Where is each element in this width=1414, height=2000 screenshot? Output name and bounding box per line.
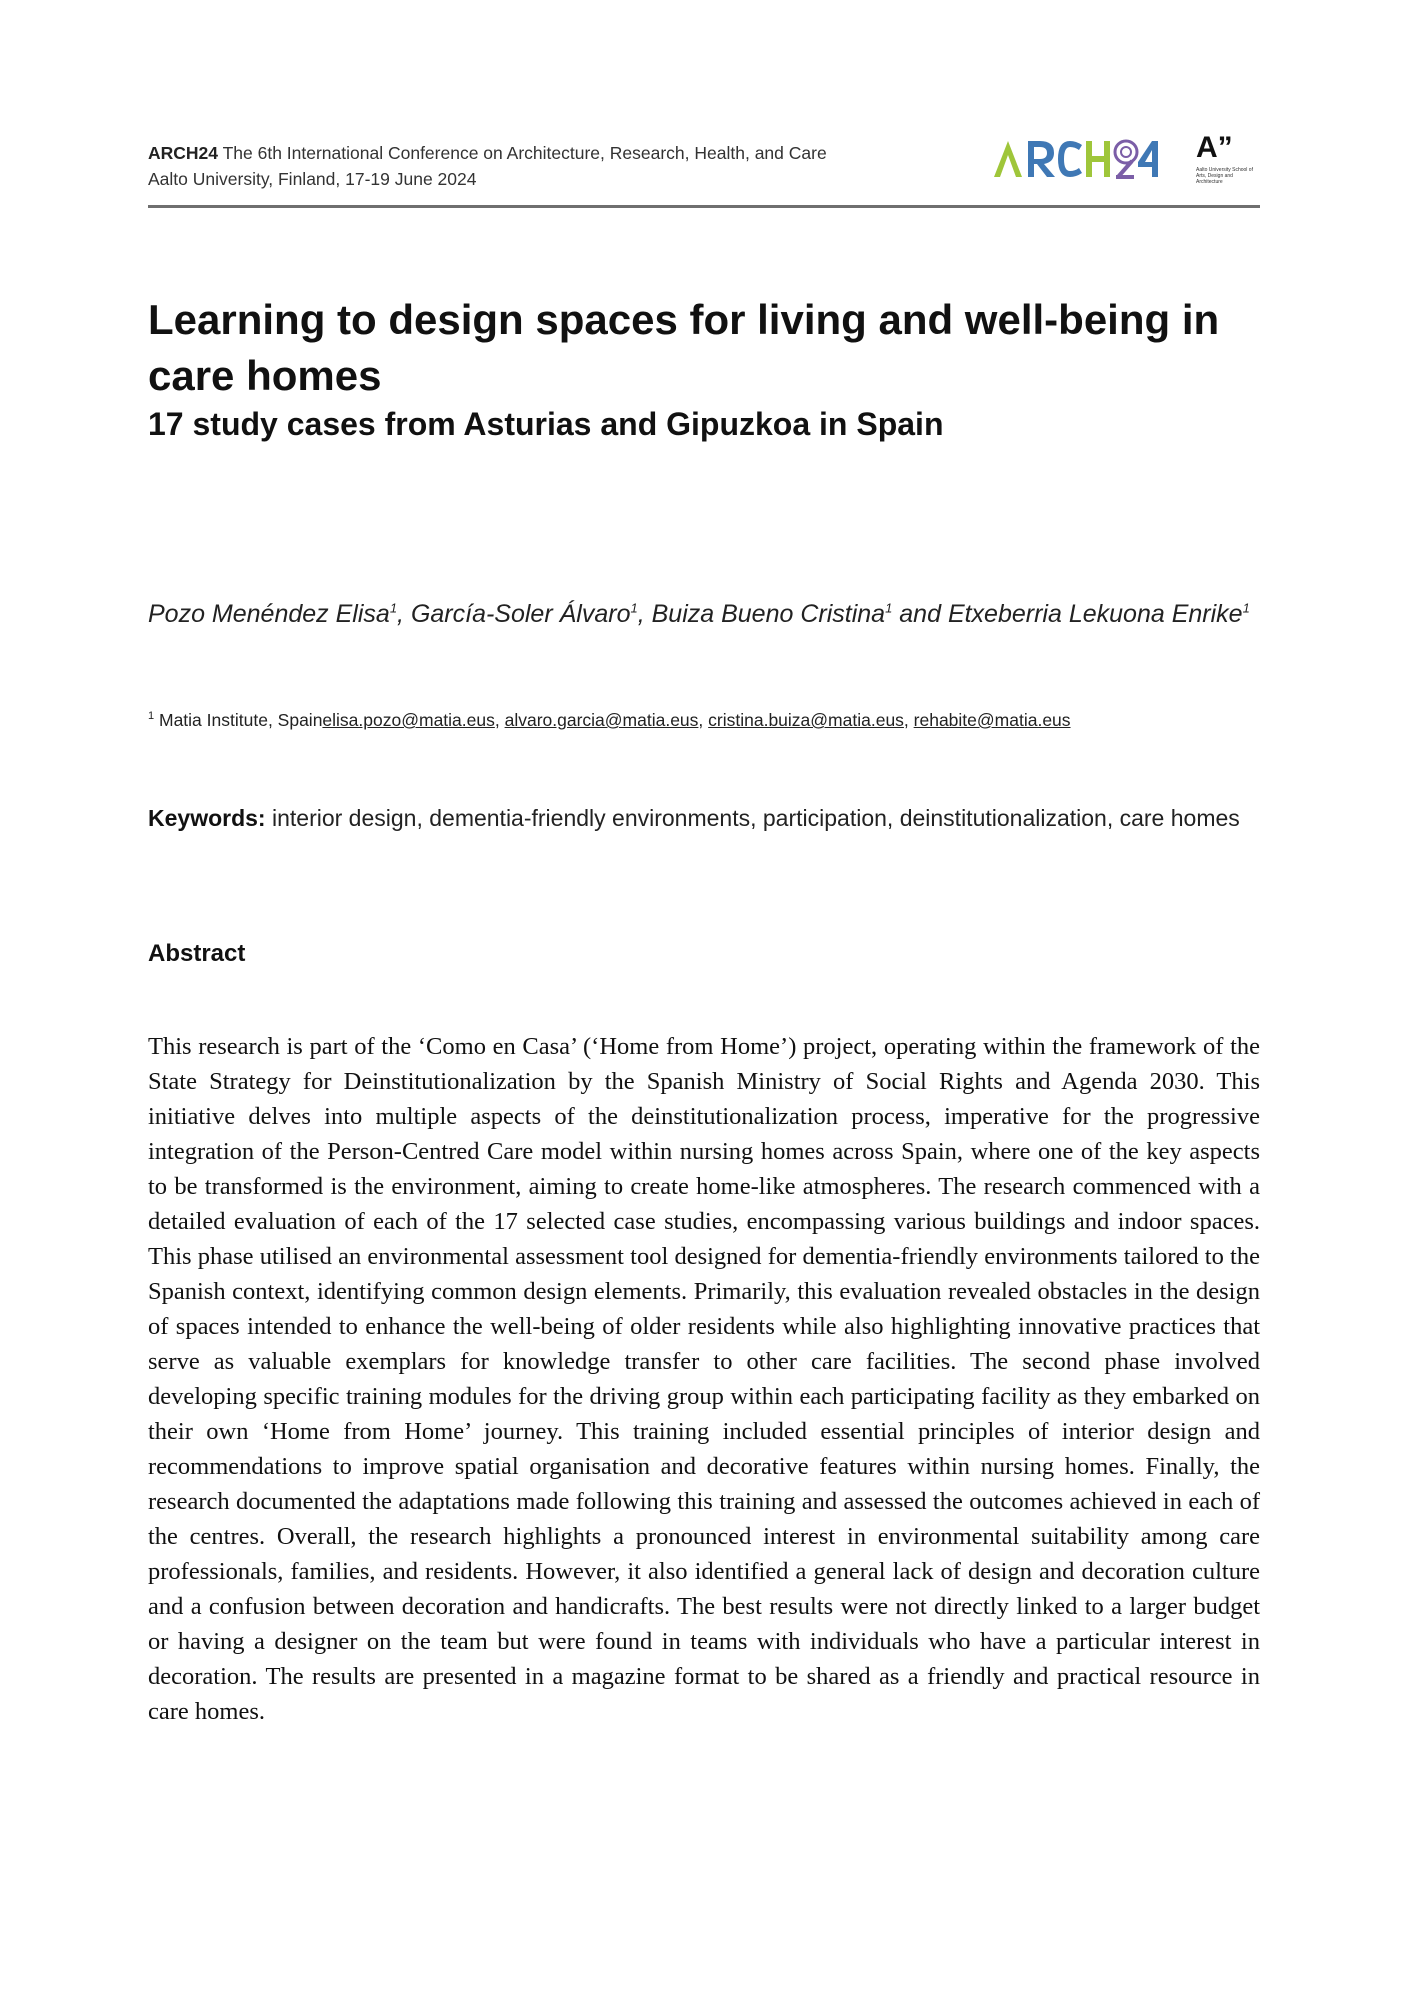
author-name: García-Soler Álvaro (410, 600, 631, 628)
conference-title: The 6th International Conference on Architecture, Research, Health, and Care (222, 143, 827, 163)
keywords (148, 795, 1260, 841)
author-separator: , (637, 600, 652, 628)
author-affil-mark: 1 (389, 600, 398, 616)
conference-abbr: ARCH24 (148, 143, 219, 163)
email-link[interactable]: rehabite@matia.eus (913, 709, 1071, 730)
affiliation-mark: 1 (148, 710, 155, 722)
author-name: Etxeberria Lekuona Enrike (947, 600, 1243, 628)
author-name: Buiza Bueno Cristina (651, 600, 886, 628)
author-affil-mark: 1 (1242, 600, 1250, 616)
email-link[interactable]: elisa.pozo@matia.eus (322, 709, 495, 730)
paper-title: Learning to design spaces for living and well-being in care homes (148, 296, 1220, 399)
author-list (148, 594, 1260, 634)
affiliation: $^1$ Matia Institute, Spainelisa.pozo@matia.eus, alvaro.garcia@matia.eus, cristina.buiza@matia.eus, rehabite@matia.eus (148, 709, 1071, 730)
aalto-logo-mark: A” (1196, 131, 1233, 164)
header-divider (148, 205, 1260, 208)
email-link[interactable]: cristina.buiza@matia.eus (708, 709, 904, 730)
keywords-label: Keywords: (148, 805, 266, 831)
email-link[interactable]: alvaro.garcia@matia.eus (504, 709, 699, 730)
abstract-heading: Abstract (148, 940, 246, 967)
author-name: Pozo Menéndez Elisa (148, 600, 390, 628)
author-separator: and (892, 600, 948, 628)
paper-subtitle: 17 study cases from Asturias and Gipuzkoa in Spain (148, 406, 944, 442)
aalto-logo-text: Aalto University School of Arts, Design and Architecture (1196, 167, 1253, 185)
keywords-text: interior design, dementia-friendly environments, participation, deinstitutionalization, care homes (271, 805, 1240, 831)
aalto-logo (1196, 133, 1262, 193)
author-affil-mark: 1 (630, 600, 638, 616)
abstract-body: This research is part of the ‘Como en Casa’ (‘Home from Home’) project, operating within the framework of the State Strategy for Deinstitutionalization by the Spanish Ministry of Social Rights and Agenda 2030. This initiative delves into multiple aspects of the deinstitutionalization process, imperative for the progressive integration of the Person-Centred Care model within nursing homes across Spain, where one of the key aspects to be transformed is the environment, aiming to create home-like atmospheres. The research commenced with a detailed evaluation of each of the 17 selected case studies, encompassing various buildings and indoor spaces. This phase utilised an environmental assessment tool designed for dementia-friendly environments tailored to the Spanish context, identifying common design elements. Primarily, this evaluation revealed obstacles in the design of spaces intended to enhance the well-being of older residents while also highlighting innovative practices that serve as valuable exemplars for knowledge transfer to other care facilities. The second phase involved developing specific training modules for the driving group within each participating facility as they embarked on their own ‘Home from Home’ journey. This training included essential principles of interior design and recommendations to improve spatial organisation and decorative features within nursing homes. Finally, the research documented the adaptations made following this training and assessed the outcomes achieved in each of the centres. Overall, the research highlights a pronounced interest in environmental suitability among care professionals, families, and residents. However, it also identified a general lack of design and decoration culture and a confusion between decoration and handicrafts. The best results were not directly linked to a larger budget or having a designer on the team but were found in teams with individuals who have a particular interest in decoration. The results are presented in a magazine format to be shared as a friendly and practical resource in care homes. (148, 1033, 1260, 1725)
conference-venue: Aalto University, Finland, 17-19 June 2024 (148, 169, 477, 189)
affiliation-institution: Matia Institute, Spain (159, 709, 323, 730)
author-separator: , (397, 600, 411, 628)
author-affil-mark: 1 (885, 600, 893, 616)
arch24-logo (992, 135, 1162, 183)
